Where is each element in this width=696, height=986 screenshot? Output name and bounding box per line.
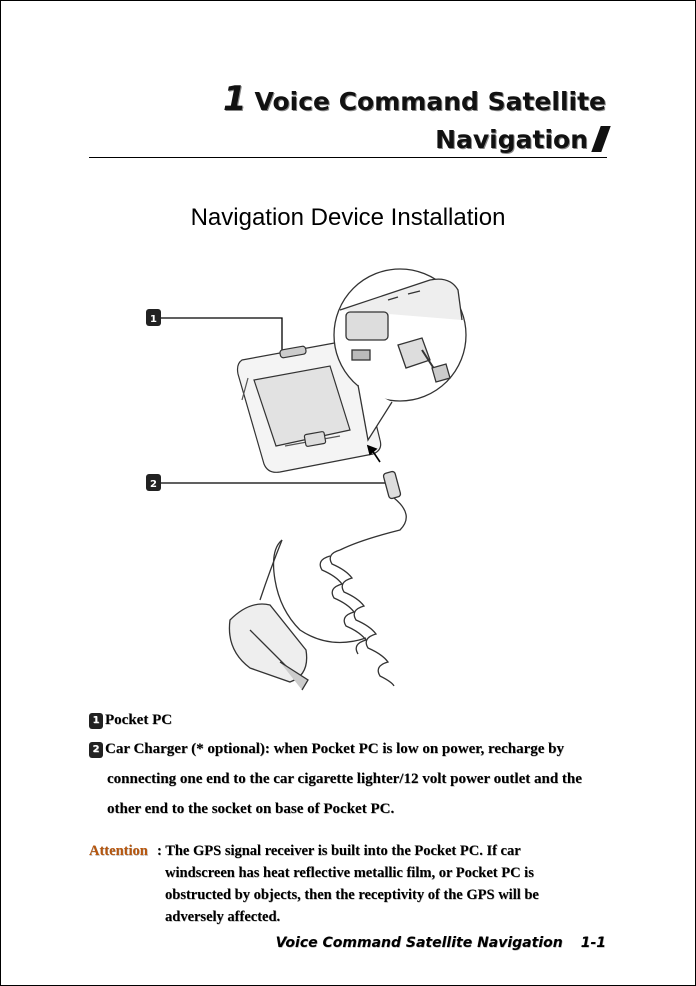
attention-line1: : The GPS signal receiver is built into the Pocket PC. If car [157,843,521,859]
attention-note [89,840,609,925]
list-item-car-charger [89,734,609,824]
chapter-title-text-2: Navigation [435,125,588,154]
section-heading: Navigation Device Installation [190,204,506,231]
page-footer [276,935,606,951]
callout-2 [146,474,385,491]
car-charger-drawing [229,471,406,690]
attention-text [157,840,585,928]
chapter-title [223,80,606,159]
attention-line2: windscreen has heat reflective metallic film, or Pocket PC is [165,865,534,881]
chapter-number: 1 [222,79,247,119]
item-2-line2: connecting one end to the car cigarette lighter/12 volt power outlet and the [107,771,582,787]
device-installation-illustration [130,250,490,700]
chapter-title-text-1: Voice Command Satellite [254,87,606,116]
title-divider [89,157,607,158]
attention-line3: obstructed by objects, then the receptivity of the GPS will be [165,887,539,903]
list-item-pocket-pc [89,705,609,735]
item-2-line3: other end to the socket on base of Pocket PC. [107,801,395,817]
attention-label: Attention [89,843,148,859]
footer-title: Voice Command Satellite Navigation [275,935,563,951]
callout-2-label: 2 [150,479,157,490]
callout-1 [146,309,282,350]
attention-line4: adversely affected. [165,909,281,925]
item-1-text: Pocket PC [105,712,173,728]
callout-1-label: 1 [150,314,157,325]
item-1-badge: 1 [89,713,103,729]
item-2-line1: Car Charger (* optional): when Pocket PC is low on power, recharge by [105,741,564,757]
chapter-title-line2 [223,121,606,159]
page-number: 1-1 [580,935,606,951]
item-2-badge: 2 [89,742,103,758]
chapter-title-line1 [223,80,606,121]
